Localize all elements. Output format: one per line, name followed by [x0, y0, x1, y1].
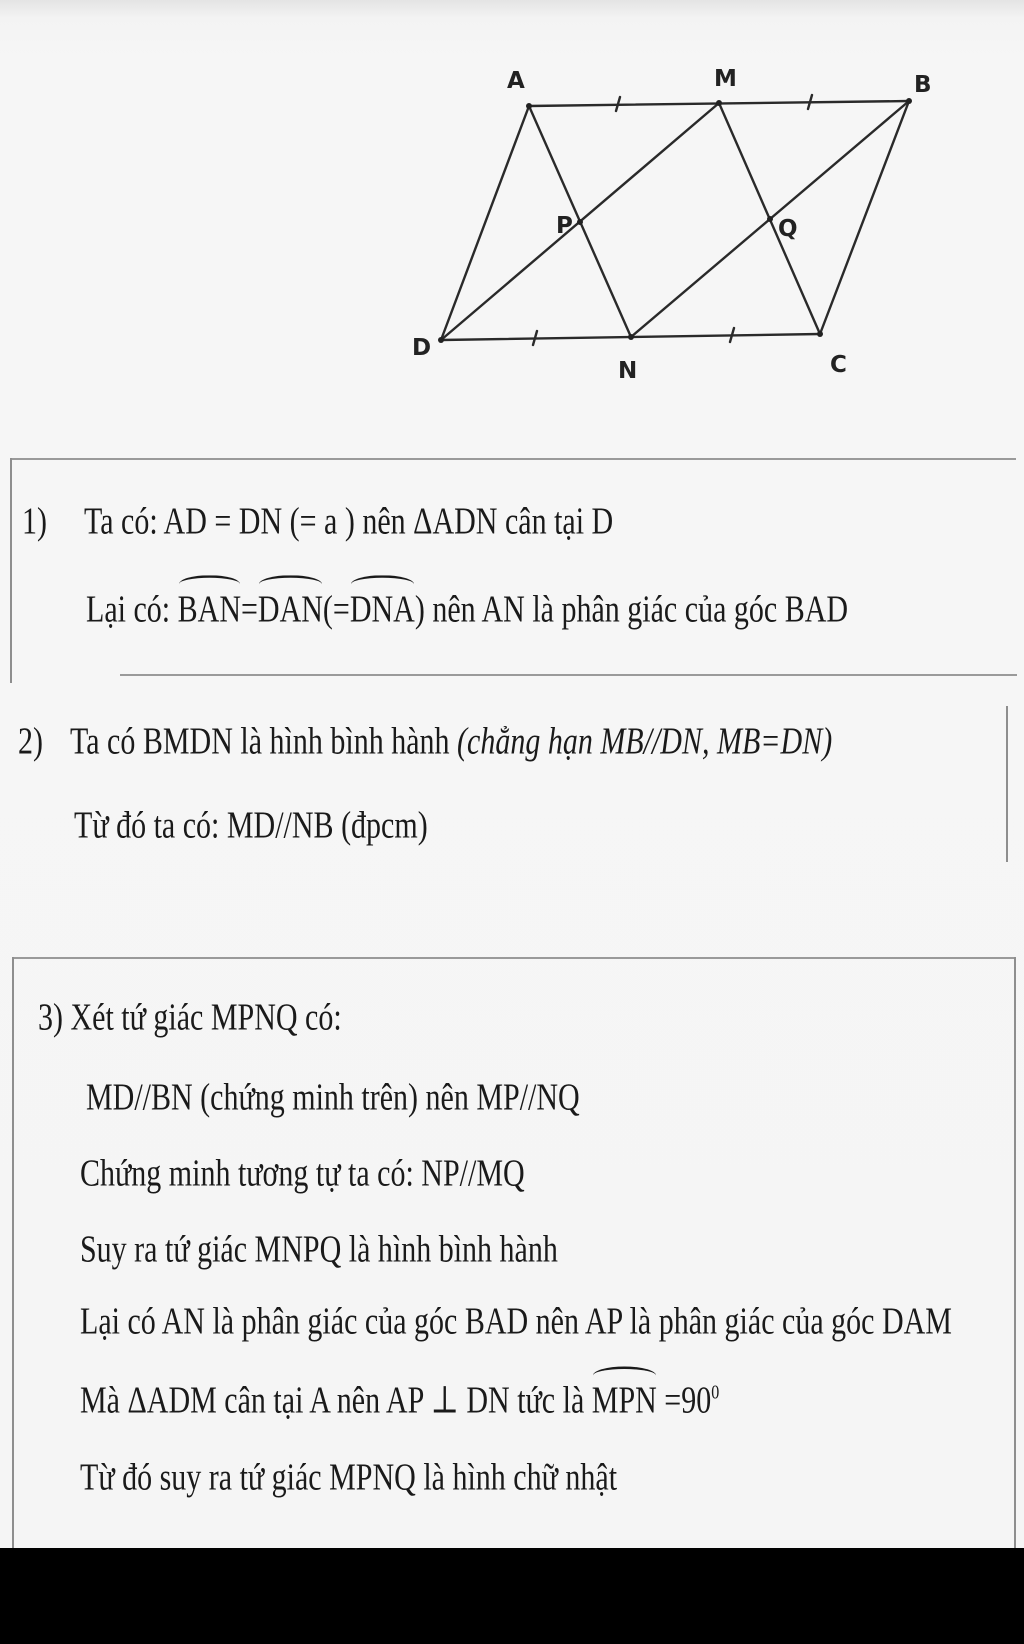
part-3-line-2: Chứng minh tương tự ta có: NP//MQ: [80, 1152, 525, 1195]
angle-MPN: MPN: [591, 1379, 657, 1422]
part-2-line-2: Từ đó ta có: MD//NB (đpcm): [74, 804, 428, 847]
point-D: [438, 337, 444, 343]
point-M: [716, 100, 722, 106]
degree-mark: 0: [711, 1381, 720, 1404]
point-Q: [767, 216, 773, 222]
part-3-line-3: Suy ra tứ giác MNPQ là hình bình hành: [80, 1228, 558, 1271]
angle-BAN: BAN: [177, 588, 241, 631]
part-3-line-1: MD//BN (chứng minh trên) nên MP//NQ: [86, 1076, 580, 1119]
part-3-line-5: [80, 1378, 719, 1423]
box-border-left: [12, 957, 14, 1548]
label-A: A: [507, 68, 525, 94]
text: =90: [656, 1379, 712, 1422]
parallelogram-diagram: [0, 0, 1024, 460]
angle-DNA: DNA: [349, 588, 415, 631]
segment-BC: [820, 101, 909, 334]
label-C: C: [830, 352, 847, 378]
label-M: M: [714, 66, 737, 92]
box-border-left: [10, 458, 12, 683]
text: Mà ΔADM cân tại A nên AP ⊥ DN tức là: [80, 1379, 592, 1422]
divider: [120, 674, 1017, 676]
point-C: [817, 331, 823, 337]
text: Lại có:: [86, 588, 178, 631]
point-B: [906, 98, 912, 104]
label-Q: Q: [778, 216, 798, 242]
label-D: D: [412, 335, 432, 361]
part-1-line-2: [86, 588, 848, 632]
text: (=: [322, 588, 350, 631]
part-2-number: 2): [18, 720, 43, 763]
divider: [10, 458, 1016, 460]
example-note: (chẳng hạn MB//DN, MB=DN): [457, 720, 833, 763]
text: Ta có BMDN là hình bình hành: [70, 720, 458, 763]
geometry-figure: [0, 0, 1024, 460]
point-P: [577, 219, 583, 225]
label-B: B: [914, 72, 932, 98]
angle-DAN: DAN: [257, 588, 323, 631]
part-3-heading: 3) Xét tứ giác MPNQ có:: [38, 996, 342, 1039]
text: ): [414, 588, 425, 631]
point-N: [628, 334, 634, 340]
label-N: N: [618, 358, 638, 384]
divider: [12, 957, 1016, 959]
part-2-line-1: [70, 720, 832, 764]
part-3-line-6: Từ đó suy ra tứ giác MPNQ là hình chữ nhật: [80, 1456, 618, 1499]
point-A: [526, 103, 532, 109]
text: =: [240, 588, 258, 631]
part-3-line-4: Lại có AN là phân giác của góc BAD nên AP là phân giác của góc DAM: [80, 1300, 952, 1343]
text: nên AN là phân giác của góc BAD: [424, 588, 849, 631]
segment-DA: [441, 106, 529, 340]
part-1-line-1: Ta có: AD = DN (= a ) nên ΔADN cân tại D: [84, 500, 614, 543]
label-P: P: [556, 213, 573, 239]
part-1-number: 1): [22, 500, 47, 543]
box-border-right: [1006, 706, 1008, 862]
box-border-right: [1014, 957, 1016, 1548]
